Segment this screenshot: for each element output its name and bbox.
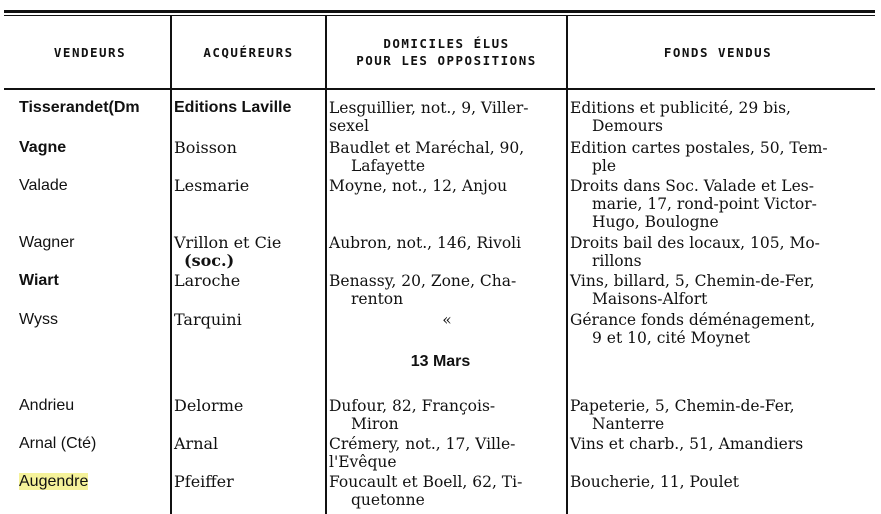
header-acquereurs-label: ACQUÉREURS [203,44,294,60]
acquereur-cell: Delorme [174,396,244,415]
vendeur-cell: Andrieu [19,397,75,414]
fonds-cell: Droits bail des locaux, 105, Mo- rillons [570,234,820,270]
header-vendeurs [10,22,170,82]
vendeur-cell: Tisserandet(Dm [19,99,140,116]
header-fonds [568,22,868,82]
acquereur-cell: Vrillon et Cie (soc.) [174,233,282,270]
vendeur-cell: Vagne [19,139,67,156]
header-vendeurs-label: VENDEURS [53,44,127,60]
header-fonds-label: FONDS VENDUS [663,44,773,60]
header-domiciles-line2: POUR LES OPPOSITIONS [356,53,537,68]
domicile-cell: Crémery, not., 17, Ville- l'Evêque [329,435,516,471]
column-rule-3 [566,16,568,514]
header-domiciles [327,22,566,82]
fonds-cell: Edition cartes postales, 50, Tem- ple [570,139,828,175]
highlighted-vendeur: Augendre [19,473,89,490]
fonds-cell: Gérance fonds déménagement, 9 et 10, cité Moynet [570,311,816,347]
domicile-cell: Dufour, 82, François- Miron [329,397,496,433]
vendeur-cell: Wagner [19,234,75,251]
fonds-cell: Boucherie, 11, Poulet [570,473,739,491]
vendeur-cell [19,473,169,491]
header-rule [4,88,875,90]
acquereur-cell: Tarquini [174,310,242,329]
column-rule-2 [325,16,327,514]
acquereur-cell: Laroche [174,271,241,290]
column-rule-1 [170,16,172,514]
top-rule-thin [4,15,875,16]
date-heading: 13 Mars [410,353,471,370]
domicile-cell: Foucault et Boell, 62, Ti- quetonne [329,473,523,509]
fonds-cell: Papeterie, 5, Chemin-de-Fer, Nanterre [570,397,795,433]
vendeur-cell: Arnal (Cté) [19,435,97,452]
fonds-cell: Editions et publicité, 29 bis, Demours [570,99,791,135]
acquereur-cell: Lesmarie [174,176,250,195]
header-acquereurs [172,22,325,82]
top-rule [4,10,875,13]
domicile-cell: Aubron, not., 146, Rivoli [329,234,522,252]
domicile-cell: « [442,311,452,329]
acquereur-cell: Editions Laville [174,99,292,116]
vendeur-cell: Wiart [19,272,59,289]
header-domiciles-line1: DOMICILES ÉLUS [383,36,510,51]
domicile-cell: Lesguillier, not., 9, Viller- sexel [329,99,529,135]
acquereur-cell: Pfeiffer [174,472,234,491]
vendeur-cell: Valade [19,177,68,194]
acquereur-cell: Arnal [174,434,219,453]
fonds-cell: Droits dans Soc. Valade et Les- marie, 17, rond-point Victor- Hugo, Boulogne [570,177,817,231]
fonds-cell: Vins, billard, 5, Chemin-de-Fer, Maisons-Alfort [570,272,815,308]
domicile-cell: Benassy, 20, Zone, Cha- renton [329,272,517,308]
fonds-cell: Vins et charb., 51, Amandiers [570,435,804,453]
acquereur-cell: Boisson [174,138,237,157]
domicile-cell: Baudlet et Maréchal, 90, Lafayette [329,139,525,175]
domicile-cell: Moyne, not., 12, Anjou [329,177,508,195]
vendeur-cell: Wyss [19,311,58,328]
